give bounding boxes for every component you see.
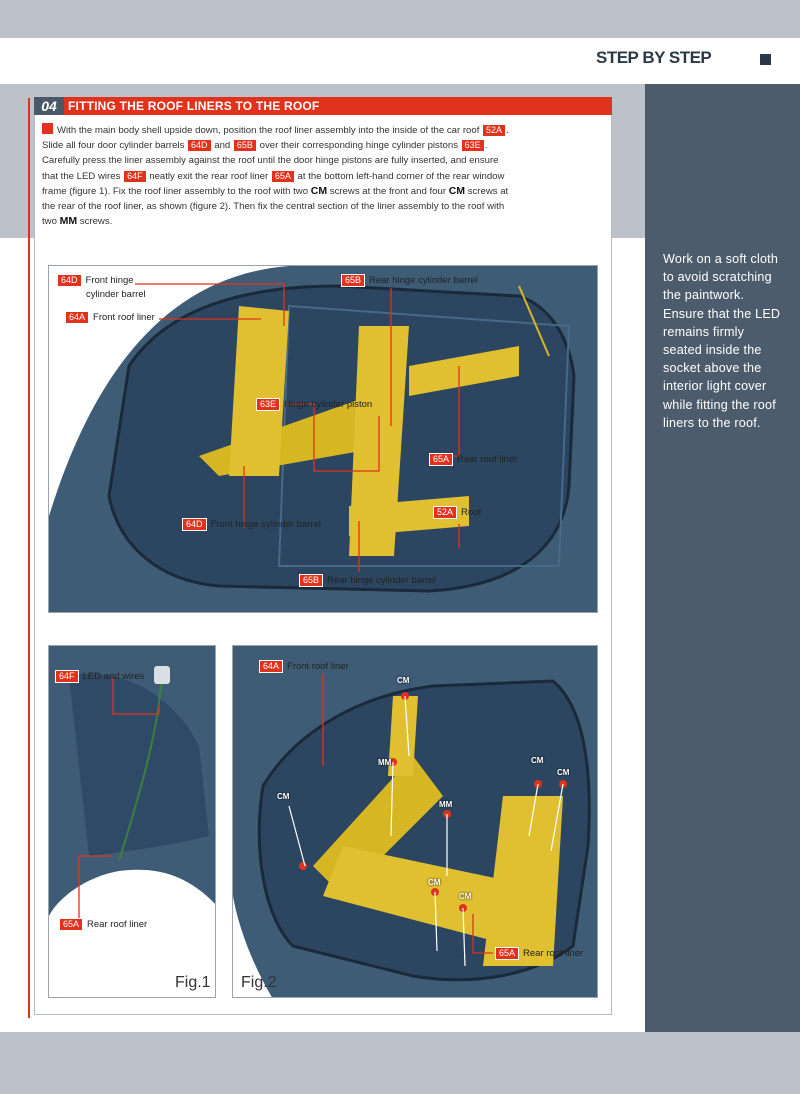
section-number: 04: [34, 97, 64, 115]
callout-rear-hinge-barrel-top: 65B Rear hinge cylinder barrel: [341, 274, 478, 287]
part-tag: 63E: [461, 139, 485, 152]
callout-front-hinge-cont: cylinder barrel: [86, 289, 146, 300]
screw-label: CM: [277, 792, 290, 801]
part-tag: 52A: [482, 124, 506, 137]
callout-hinge-cylinder-piston: 63E Hinge cylinder piston: [256, 398, 372, 411]
top-band: [0, 0, 800, 38]
callout-rear-roof-liner: 65A Rear roof liner: [429, 453, 517, 466]
callout-front-roof-liner: 64A Front roof liner: [65, 311, 155, 324]
callout-front-hinge-barrel-bottom: 64D Front hinge cylinder barrel: [182, 518, 321, 531]
figure-1: [48, 645, 216, 998]
callout-front-hinge: 64D Front hinge: [57, 274, 134, 287]
tip-text: Work on a soft cloth to avoid scratching the paintwork. Ensure that the LED remains firmly seated inside the socket above the interior light cover while fitting the roof liners to the roof.: [663, 252, 781, 430]
callout-rear-roof-liner-fig2: 65A Rear roof liner: [495, 947, 583, 960]
part-tag: 65B: [233, 139, 257, 152]
screw-label: CM: [531, 756, 544, 765]
bullet-square-icon: [42, 123, 53, 134]
figure-2-label: Fig.2: [241, 974, 277, 991]
screw-label: CM: [397, 676, 410, 685]
screw-label: MM: [378, 758, 392, 767]
callout-front-roof-liner-fig2: 64A Front roof liner: [259, 660, 349, 673]
callout-rear-roof-liner-fig1: 65A Rear roof liner: [59, 918, 147, 931]
instructions-text: With the main body shell upside down, position the roof liner assembly into the inside of the car roof 52A . Slide all four door cylinder barrels 64D and 65B over their corresponding hinge cylinder pistons 63E . Carefully press the liner assembly against the roof until the door hinge pistons are fully inserted, and ensure that the LED wires 64F neatly exit the rear roof liner 65A at the bottom left-hand corner of the rear window frame (figure 1). Fix the roof liner assembly to the roof with two CM screws at the front and four CM screws at the rear of the roof liner, as shown (figure 2). Then fix the central section of the liner assembly to the roof with two MM screws.: [42, 125, 509, 228]
sidebar-column: [645, 84, 800, 1032]
header-area: [0, 38, 645, 84]
screw-label: CM: [428, 878, 441, 887]
figure-1-label: Fig.1: [175, 974, 211, 991]
title-part-1: STEP: [596, 48, 639, 67]
bottom-band: [0, 1032, 800, 1094]
part-tag: 64F: [123, 170, 147, 183]
screw-label: CM: [557, 768, 570, 777]
section-title: FITTING THE ROOF LINERS TO THE ROOF: [68, 99, 320, 113]
part-tag: 65A: [271, 170, 295, 183]
figure-2-illustration: [233, 646, 598, 998]
title-part-2: BY STEP: [642, 48, 712, 67]
screw-label: CM: [459, 892, 472, 901]
page-title: [596, 48, 711, 68]
square-marker-icon: [760, 54, 771, 65]
screw-label: MM: [439, 800, 453, 809]
figure-2: [232, 645, 598, 998]
part-tag: 64D: [187, 139, 212, 152]
callout-led-and-wires: 64F LED and wires: [55, 670, 144, 683]
callout-roof: 52A Roof: [433, 506, 481, 519]
callout-rear-hinge-barrel-bottom: 65B Rear hinge cylinder barrel: [299, 574, 436, 587]
red-margin-rule: [28, 98, 30, 1018]
main-figure: [48, 265, 598, 613]
figure-1-illustration: [49, 646, 216, 998]
